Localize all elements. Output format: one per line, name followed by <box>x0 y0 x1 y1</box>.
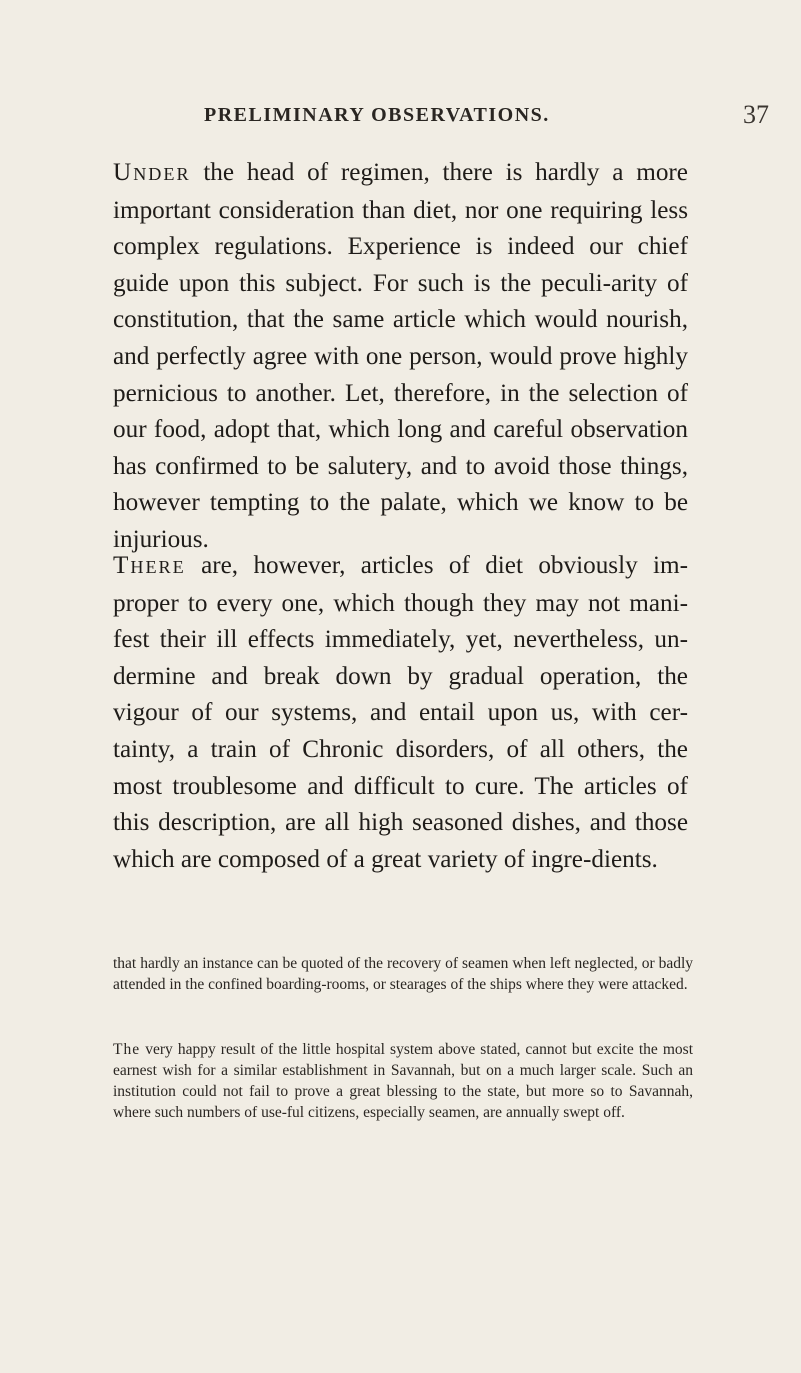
footnote-hospital <box>113 1039 693 1123</box>
running-head: PRELIMINARY OBSERVATIONS. <box>204 104 550 126</box>
footnote-text: very happy result of the little hospital system above stated, cannot but excite the most earnest wish for a similar establishment in Savannah, but on a much larger scale. Such an institution could not fail to prove a great blessing to the state, but more so to Savannah, where such numbers of use-ful citizens, especially seamen, are annually swept off. <box>113 1041 693 1121</box>
paragraph-text: are, however, articles of diet obviously im-proper to every one, which though they may not mani-fest their ill effects immediately, yet, nevertheless, un-dermine and break down by gradual operation, the vigour of our systems, and entail upon us, with cer-tainty, a train of Chronic disorders, of all others, the most troublesome and difficult to cure. The articles of this description, are all high seasoned dishes, and those which are composed of a great variety of ingre-dients. <box>113 552 688 873</box>
footnote-lead-word: The <box>113 1041 141 1058</box>
footnote-text: that hardly an instance can be quoted of the recovery of seamen when left neglected, or badly attended in the confined boarding-rooms, or stearages of the ships where they were attacked. <box>113 955 693 993</box>
lead-initial: T <box>113 552 131 579</box>
lead-initial: U <box>113 159 134 186</box>
paragraph-text: the head of regimen, there is hardly a more important consideration than diet, nor one requiring less complex regulations. Experience is indeed our chief guide upon this subject. For such is the peculi-arity of constitution, that the same article which would nourish, and perfectly agree with one person, would prove highly pernicious to another. Let, therefore, in the selection of our food, adopt that, which long and careful observation has confirmed to be salutery, and to avoid those things, however tempting to the palate, which we know to be injurious. <box>113 159 688 553</box>
page-number: 37 <box>743 100 769 129</box>
paragraph-lead-word <box>113 552 186 579</box>
lead-small-caps: NDER <box>133 164 191 184</box>
paragraph-lead-word <box>113 159 191 186</box>
paragraph-regimen <box>113 155 688 559</box>
lead-small-caps: HERE <box>130 557 186 577</box>
paragraph-improper-diet <box>113 548 688 878</box>
footnote-continued <box>113 953 693 995</box>
